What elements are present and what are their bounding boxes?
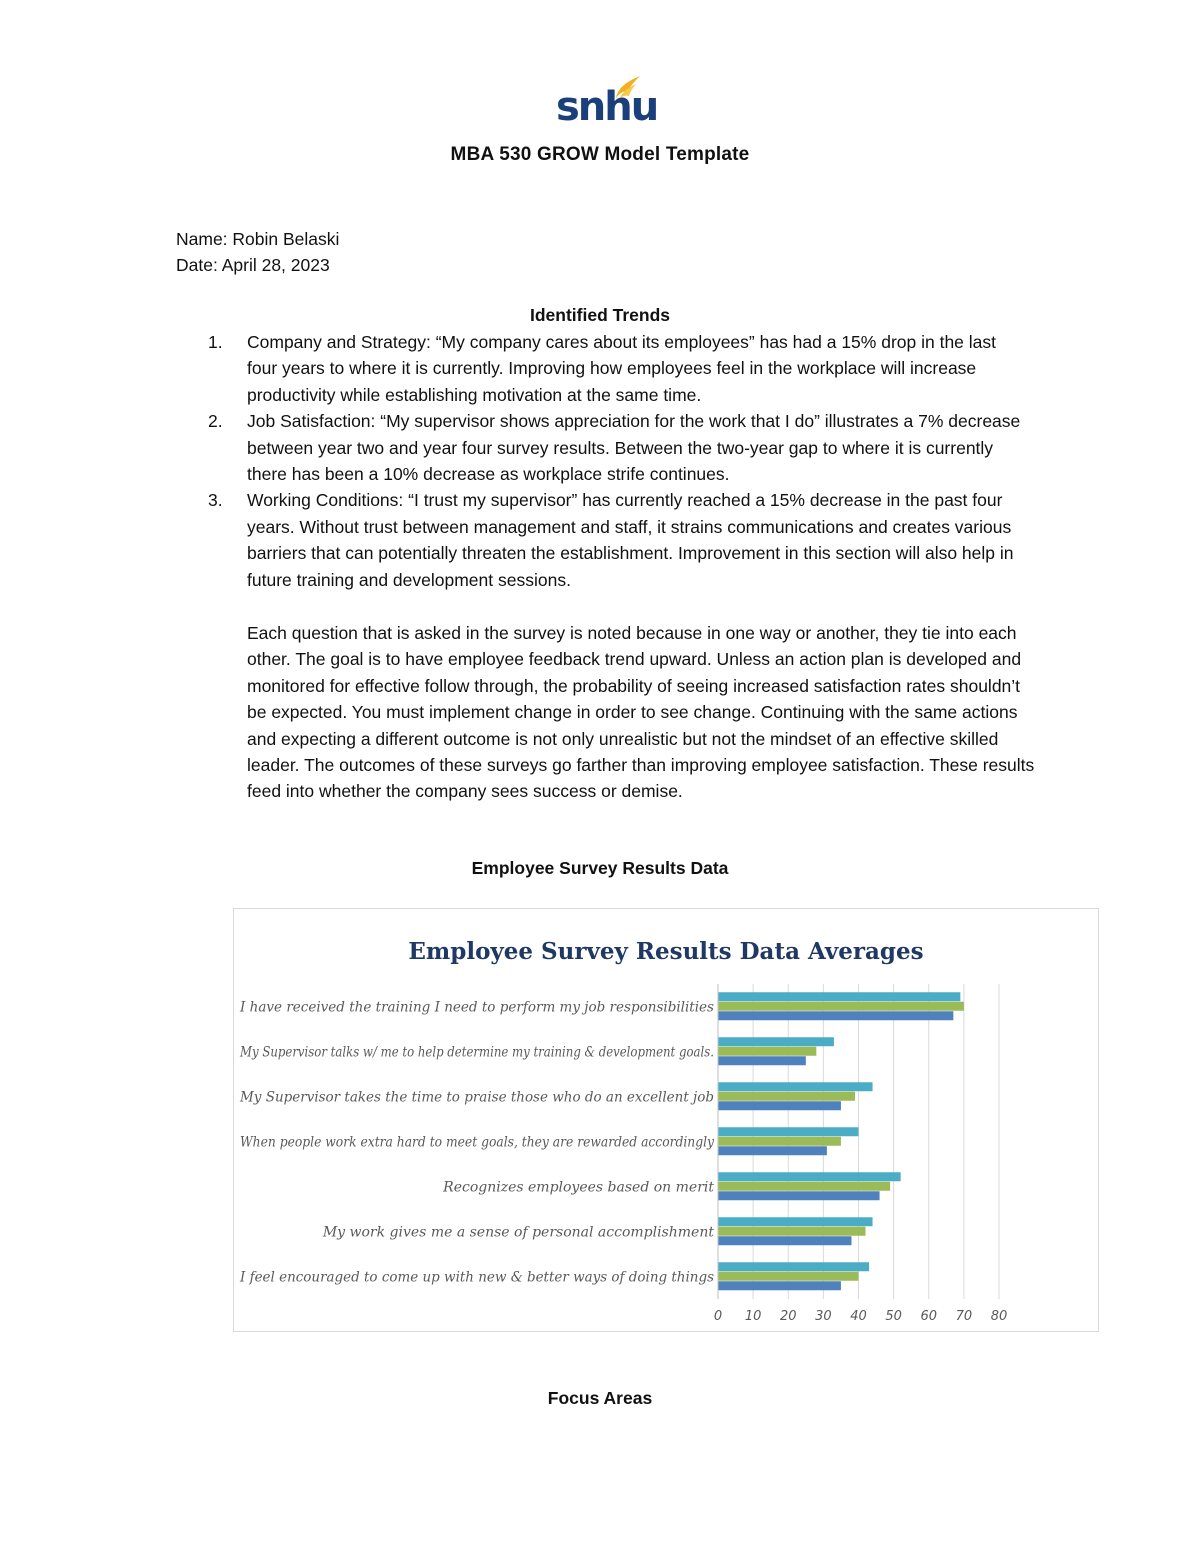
trend-text: Job Satisfaction: “My supervisor shows appreciation for the work that I do” illustrates a 7% decrease between year two and year four survey results. Between the two-year gap to where it is currently there has been a 10% decrease as workplace strife continues. (247, 411, 1021, 485)
bar-series-2 (718, 1092, 855, 1101)
category-label: My work gives me a sense of personal accomplishment (322, 1224, 714, 1241)
bar-series-2 (718, 1227, 866, 1236)
x-tick-label: 70 (955, 1309, 973, 1324)
bar-series-1 (718, 1037, 834, 1046)
category-label: My Supervisor talks w/ me to help determine my training & development goals. (239, 1044, 714, 1061)
bar-series-3 (718, 1056, 806, 1065)
bar-series-3 (718, 1146, 827, 1155)
summary-paragraph: Each question that is asked in the survey is noted because in one way or another, they tie into each other. The goal is to have employee feedback trend upward. Unless an action plan is developed and monitored for effective follow through, the probability of seeing increased satisfaction rates shouldn’t be expected. You must implement change in order to see change. Continuing with the same actions and expecting a different outcome is not only unrealistic but not the mindset of an effective skilled leader. The outcomes of these surveys go farther than improving employee satisfaction. These results feed into whether the company sees success or demise. (247, 623, 1035, 802)
x-tick-label: 60 (920, 1309, 938, 1324)
trend-list (208, 329, 1028, 593)
snhu-logo (554, 74, 658, 132)
x-tick-label: 10 (744, 1309, 762, 1324)
trend-text: Company and Strategy: “My company cares about its employees” has had a 15% drop in the last four years to where it is currently. Improving how employees feel in the workplace will increase productivity while establishing motivation at the same time. (247, 332, 997, 405)
document-title: MBA 530 GROW Model Template (450, 144, 750, 165)
trend-number: 3. (208, 490, 223, 511)
trend-item (208, 408, 1028, 487)
x-tick-label: 80 (990, 1309, 1008, 1324)
bar-series-1 (718, 992, 960, 1001)
logo-wordmark: snhu (556, 84, 658, 130)
bar-series-1 (718, 1262, 869, 1271)
category-label: My Supervisor takes the time to praise those who do an excellent job (239, 1089, 715, 1106)
bar-series-1 (718, 1217, 873, 1226)
bar-series-3 (718, 1236, 851, 1245)
trends-heading: Identified Trends (529, 305, 671, 325)
x-tick-label: 40 (850, 1309, 867, 1324)
x-tick-label: 20 (779, 1309, 797, 1324)
category-label: I feel encouraged to come up with new & better ways of doing things (239, 1269, 714, 1286)
bar-series-2 (718, 1182, 890, 1191)
bar-series-1 (718, 1082, 873, 1091)
bar-series-1 (718, 1172, 901, 1181)
name-line: Name: Robin Belaski (176, 229, 340, 249)
trend-number: 1. (208, 332, 223, 352)
survey-chart (233, 908, 1099, 1332)
bar-series-2 (718, 1002, 964, 1011)
bar-series-2 (718, 1272, 859, 1281)
bar-series-2 (718, 1047, 816, 1056)
trend-text: Working Conditions: “I trust my supervisor” has currently reached a 15% decrease in the past four years. Without trust between management and staff, it strains communications and creates various barriers that can potentially threaten the establishment. Improvement in this section will also help in future training and development sessions. (247, 490, 1014, 590)
bar-series-2 (718, 1137, 841, 1146)
x-tick-label: 0 (713, 1309, 723, 1324)
trend-number: 2. (208, 411, 223, 432)
focus-areas-heading: Focus Areas (547, 1388, 653, 1408)
survey-bar-chart (234, 909, 1098, 1331)
trend-item (208, 487, 1028, 593)
bar-series-3 (718, 1281, 841, 1290)
bar-series-3 (718, 1101, 841, 1110)
trend-item (208, 329, 1028, 408)
survey-results-heading: Employee Survey Results Data (471, 858, 729, 878)
chart-title: Employee Survey Results Data Averages (408, 938, 924, 965)
category-label: I have received the training I need to perform my job responsibilities (239, 999, 715, 1016)
bar-series-3 (718, 1191, 880, 1200)
bar-series-1 (718, 1127, 859, 1136)
date-line: Date: April 28, 2023 (176, 255, 330, 275)
category-label: Recognizes employees based on merit (443, 1179, 714, 1196)
bar-series-3 (718, 1011, 953, 1020)
x-tick-label: 50 (885, 1309, 902, 1324)
category-label: When people work extra hard to meet goals, they are rewarded accordingly (240, 1134, 715, 1151)
x-tick-label: 30 (815, 1309, 832, 1324)
